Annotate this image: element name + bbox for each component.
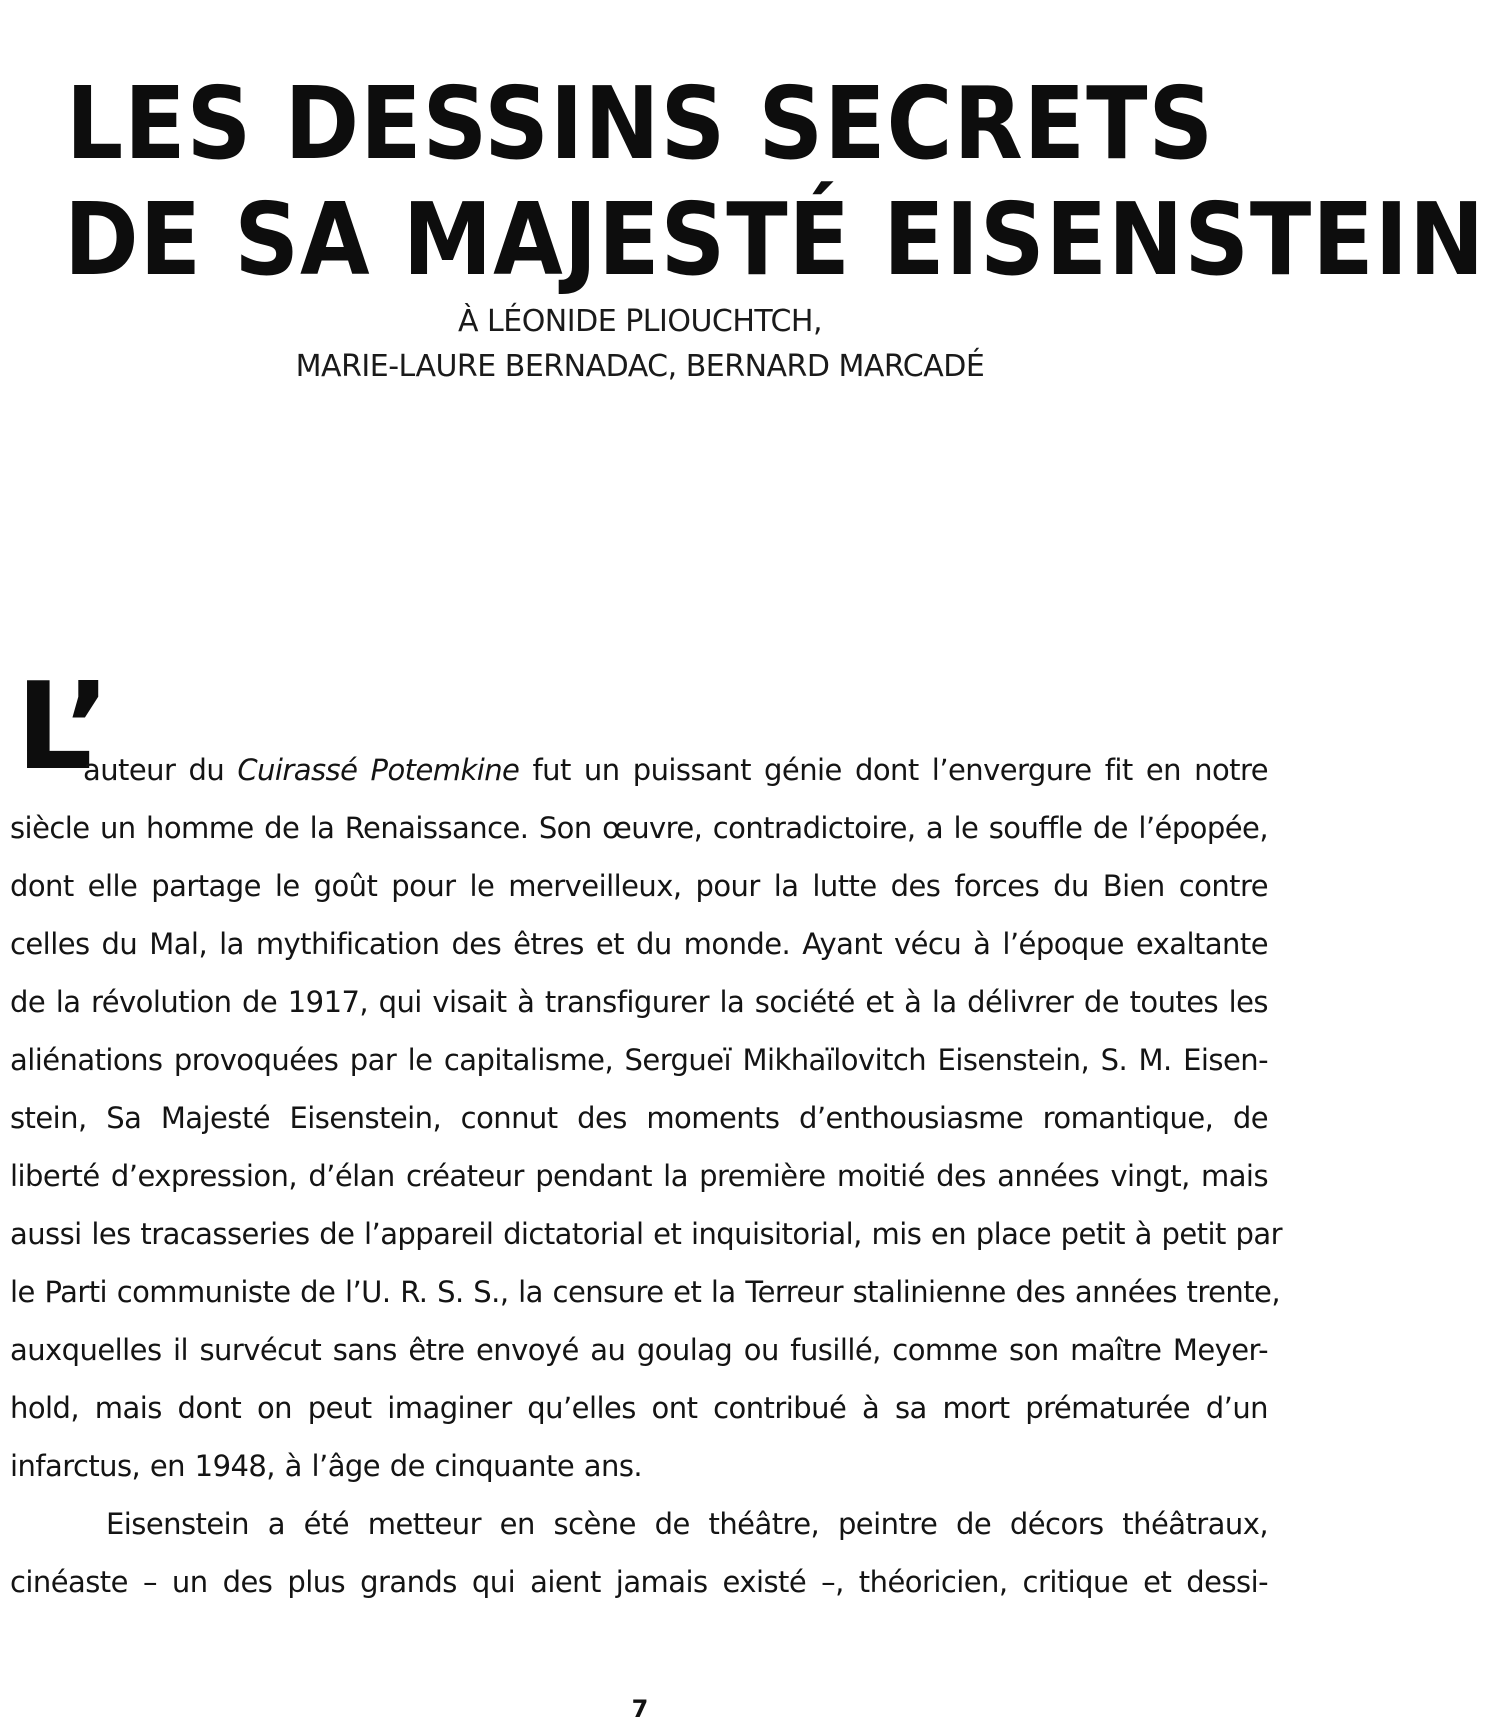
film-title-italic: Cuirassé Potemkine [237,753,520,787]
paragraph-1-line-11: auxquelles il survécut sans être envoyé au goulag ou fusillé, comme son maître Meyer- [10,1333,1268,1367]
paragraph-1-line-13: infarctus, en 1948, à l’âge de cinquante ans. [10,1449,643,1483]
drop-cap: L’ [16,658,111,797]
paragraph-1-line-6: aliénations provoquées par le capitalisme, Sergueï Mikhaïlovitch Eisenstein, S. M. Eisen- [10,1043,1268,1077]
paragraph-1-line-12: hold, mais dont on peut imaginer qu’elles ont contribué à sa mort prématurée d’un [10,1391,1268,1425]
title-line-2: DE SA MAJESTÉ EISENSTEIN [64,181,1485,298]
title-line-1: LES DESSINS SECRETS [65,65,1215,182]
paragraph-1-line-5: de la révolution de 1917, qui visait à transfigurer la société et à la délivrer de toutes les [10,985,1268,1019]
paragraph-1-line-1 [10,741,1268,799]
dedication-line-1: À LÉONIDE PLIOUCHTCH, [457,304,823,339]
text-segment: fut un puissant génie dont l’envergure fit en notre [519,753,1268,787]
paragraph-1-line-8: liberté d’expression, d’élan créateur pendant la première moitié des années vingt, mais [10,1159,1268,1193]
paragraph-1-line-2: siècle un homme de la Renaissance. Son œuvre, contradictoire, a le souffle de l’épopée, [10,811,1268,845]
paragraph-1-line-4: celles du Mal, la mythification des êtres et du monde. Ayant vécu à l’époque exaltante [10,927,1268,961]
dedication-line-2: MARIE-LAURE BERNADAC, BERNARD MARCADÉ [295,349,985,384]
paragraph-2-line-2: cinéaste – un des plus grands qui aient jamais existé –, théoricien, critique et dessi- [10,1565,1268,1599]
paragraph-2-line-1: Eisenstein a été metteur en scène de théâtre, peintre de décors théâtraux, [106,1507,1268,1541]
page-number: 7 [631,1695,649,1723]
body-text [10,741,1282,1611]
text-segment: auteur du [83,753,238,787]
paragraph-1-line-3: dont elle partage le goût pour le merveilleux, pour la lutte des forces du Bien contre [10,869,1268,903]
paragraph-1-line-10: le Parti communiste de l’U. R. S. S., la censure et la Terreur stalinienne des années trente, [10,1275,1281,1309]
paragraph-1-line-7: stein, Sa Majesté Eisenstein, connut des moments d’enthousiasme romantique, de [10,1101,1268,1135]
paragraph-1-line-9: aussi les tracasseries de l’appareil dictatorial et inquisitorial, mis en place petit à petit par [10,1217,1282,1251]
